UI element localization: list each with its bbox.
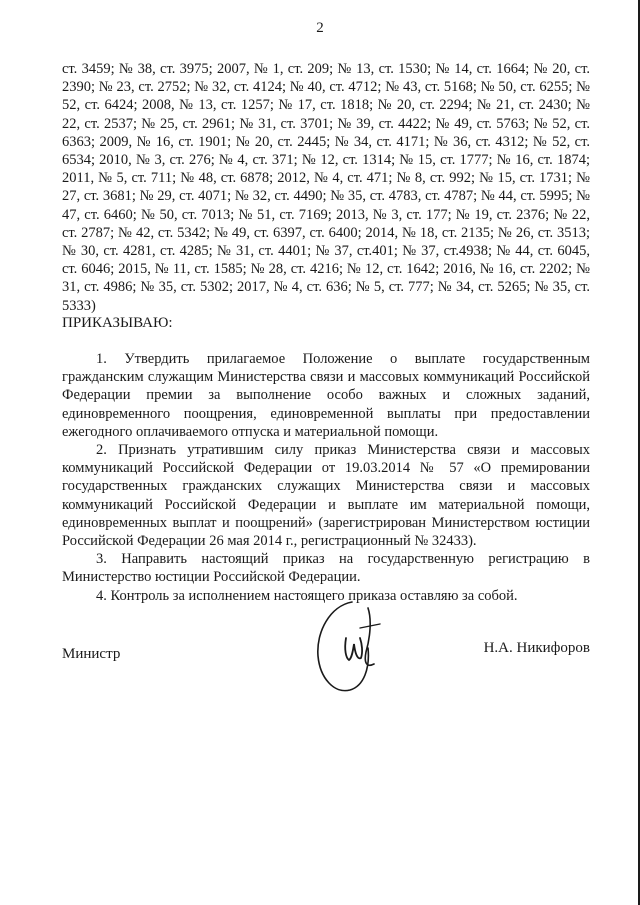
order-item-1: 1. Утвердить прилагаемое Положение о выплате государственным гражданским служащим Министерства связи и массовых коммуникаций Российской Федерации премии за выполнение особо важных и сложных заданий, единовременного поощрения, единовременной выплаты при предоставлении ежегодного оплачиваемого отпуска и материальной помощи.	[62, 351, 590, 440]
order-item-2: 2. Признать утратившим силу приказ Министерства связи и массовых коммуникаций Российской Федерации от 19.03.2014 № 57 «О премировании государственных гражданских служащих Министерства связи и массовых коммуникаций Российской Федерации и выплате им материальной помощи, единовременных выплат и поощрений» (зарегистрирован Министерством юстиции Российской Федерации 26 мая 2014 г., регистрационный № 32433).	[62, 442, 590, 550]
legal-references-paragraph: ст. 3459; № 38, ст. 3975; 2007, № 1, ст. 209; № 13, ст. 1530; № 14, ст. 1664; № 20, ст. 2390; № 23, ст. 2752; № 32, ст. 4124; № 40, ст. 4712; № 43, ст. 5168; № 50, ст. 6255; № 52, ст. 6424; 2008, № 13, ст. 1257; № 17, ст. 1818; № 20, ст. 2294; № 21, ст. 2430; № 22, ст. 2537; № 25, ст. 2961; № 31, ст. 3701; № 39, ст. 4422; № 49, ст. 5763; № 52, ст. 6363; 2009, № 16, ст. 1901; № 20, ст. 2445; № 34, ст. 4171; № 36, ст. 4312; № 52, ст. 6534; 2010, № 3, ст. 276; № 4, ст. 371; № 12, ст. 1314; № 15, ст. 1777; № 16, ст. 1874; 2011, № 5, ст. 711; № 48, ст. 6878; 2012, № 4, ст. 471; № 8, ст. 992; № 15, ст. 1731; № 27, ст. 3681; № 29, ст. 4071; № 32, ст. 4490; № 35, ст. 4783, ст. 4787; № 44, ст. 5995; № 47, ст. 6460; № 50, ст. 7013; № 51, ст. 7169; 2013, № 3, ст. 177; № 19, ст. 2376; № 22, ст. 2787; № 42, ст. 5342; № 49, ст. 6397, ст. 6400; 2014, № 18, ст. 2135; № 26, ст. 3513; № 30, ст. 4281, ст. 4285; № 31, ст. 4401; № 37, ст.401; № 37, ст.4938; № 44, ст. 6045, ст. 6046; 2015, № 11, ст. 1585; № 28, ст. 4216; № 12, ст. 1642; 2016, № 16, ст. 2202; № 31, ст. 4986; № 35, ст. 5302; 2017, № 4, ст. 636; № 5, ст. 777; № 34, ст. 5265; № 35, ст. 5333)	[62, 61, 590, 314]
order-item-3: 3. Направить настоящий приказ на государственную регистрацию в Министерство юстиции Российской Федерации.	[62, 551, 590, 586]
order-heading: ПРИКАЗЫВАЮ:	[62, 315, 173, 331]
order-item-4: 4. Контроль за исполнением настоящего приказа оставляю за собой.	[96, 587, 518, 604]
order-items	[62, 350, 590, 605]
handwritten-signature	[308, 598, 388, 698]
signatory-title: Министр	[62, 646, 121, 662]
signatory-name: Н.А. Никифоров	[483, 640, 590, 656]
page-number: 2	[316, 20, 324, 36]
